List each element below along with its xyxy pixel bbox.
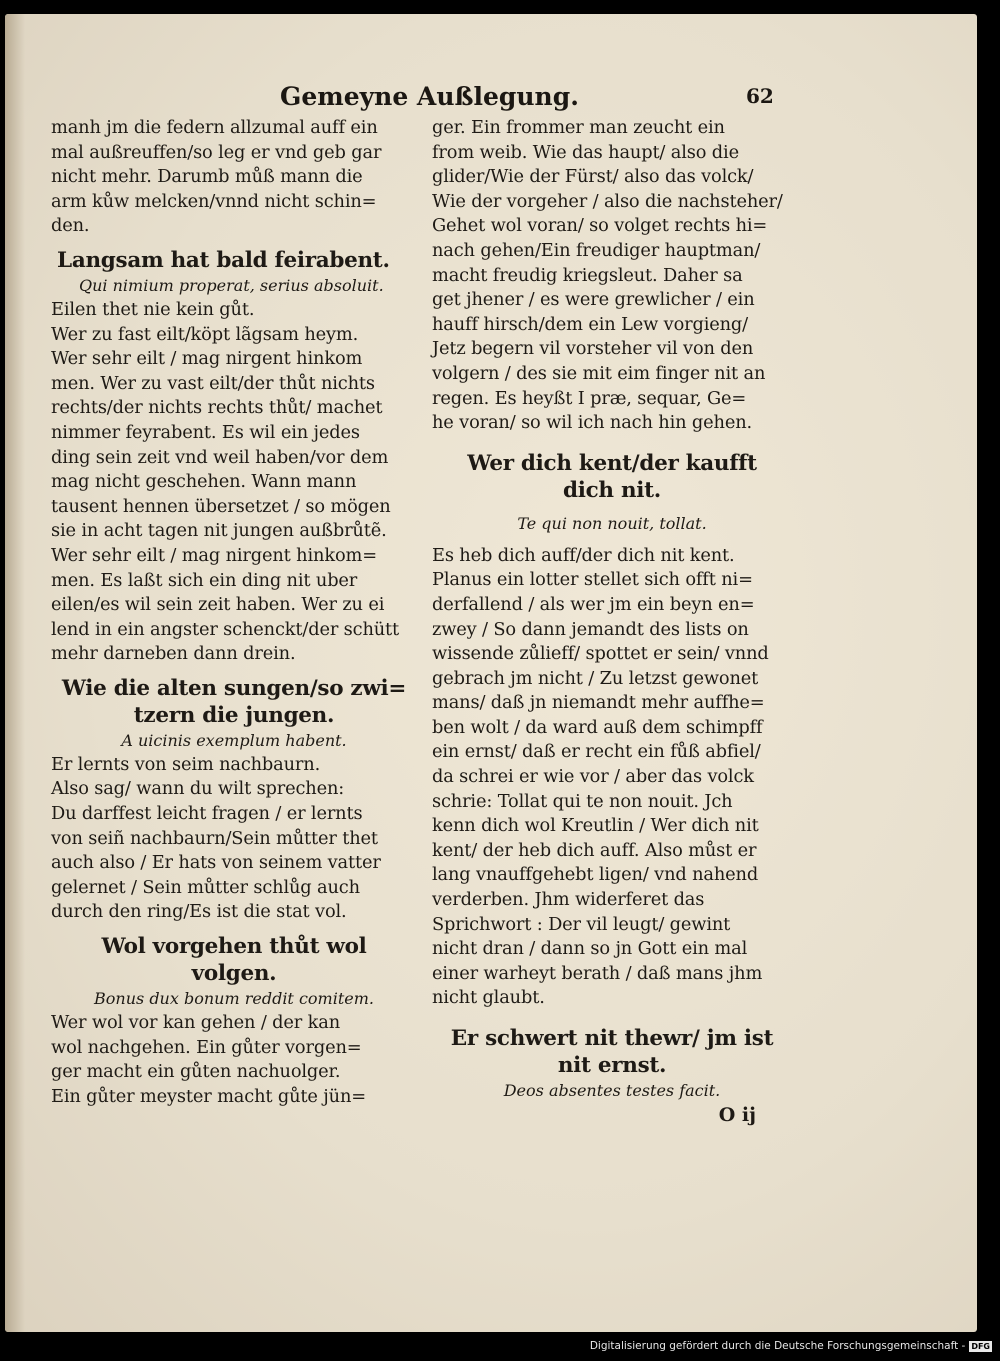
text-line: men. Wer zu vast eilt/der thůt nichts <box>51 372 375 394</box>
text-line: wissende zůlieff/ spottet er sein/ vnnd <box>432 643 769 665</box>
proverb-heading: volgen. <box>191 961 277 987</box>
text-line: Wer wol vor kan gehen / der kan <box>51 1012 341 1034</box>
proverb-heading: nit ernst. <box>557 1053 667 1078</box>
text-line: tausent hennen übersetzet / so mögen <box>51 495 391 517</box>
text-line: auch also / Er hats von seinem vatter <box>51 852 381 874</box>
text-line: Gehet wol voran/ so volget rechts hi= <box>432 215 768 237</box>
text-line: Also sag/ wann du wilt sprechen: <box>51 778 345 800</box>
dfg-logo: DFG <box>971 1341 990 1351</box>
signature-mark: O ij <box>718 1104 756 1126</box>
text-line: lang vnauffgehebt ligen/ vnd nahend <box>432 864 759 886</box>
text-line: ein ernst/ daß er recht ein fůß abfiel/ <box>432 741 761 763</box>
text-line: eilen/es wil sein zeit haben. Wer zu ei <box>51 594 385 616</box>
text-line: derfallend / als wer jm ein beyn en= <box>432 593 755 615</box>
text-line: ger. Ein frommer man zeucht ein <box>432 117 725 138</box>
text-line: nicht dran / dann so jn Gott ein mal <box>432 938 748 960</box>
digitization-footer <box>590 1340 992 1352</box>
text-line: kent/ der heb dich auff. Also můst er <box>432 839 757 861</box>
text-line: wol nachgehen. Ein gůter vorgen= <box>51 1036 362 1058</box>
text-line: ben wolt / da ward auß dem schimpff <box>432 716 763 738</box>
page-gutter-shadow <box>5 14 25 1332</box>
latin-proverb: Qui nimium properat, serius absoluit. <box>79 275 384 295</box>
text-line: Du darffest leicht fragen / er lernts <box>51 803 363 825</box>
text-line: rechts/der nichts rechts thůt/ machet <box>51 397 383 419</box>
left-column <box>51 116 417 1109</box>
text-line: volgern / des sie mit eim finger nit an <box>432 362 766 384</box>
text-line: Wer sehr eilt / mag nirgent hinkom= <box>51 544 377 566</box>
text-line: durch den ring/Es ist die stat vol. <box>51 901 347 923</box>
text-line: verderben. Jhm widerferet das <box>432 889 705 911</box>
latin-proverb: Bonus dux bonum reddit comitem. <box>94 989 374 1009</box>
proverb-heading: dich nit. <box>563 477 661 503</box>
footer-credit: Digitalisierung gefördert durch die Deutsche Forschungsgemeinschaft - <box>589 1340 966 1352</box>
text-line: Wer zu fast eilt/köpt lãgsam heym. <box>51 323 359 345</box>
right-text-block-2 <box>432 544 792 1011</box>
proverb-heading: Wol vorgehen thůt wol <box>101 934 367 960</box>
text-line: Ein gůter meyster macht gůte jün= <box>51 1085 366 1107</box>
text-line: nicht mehr. Darumb můß mann die <box>51 166 363 188</box>
latin-proverb: A uicinis exemplum habent. <box>121 730 347 750</box>
text-line: glider/Wie der Fürst/ also das volck/ <box>432 166 754 188</box>
text-line: Eilen thet nie kein gůt. <box>51 298 255 320</box>
text-line: mag nicht geschehen. Wann mann <box>51 471 357 493</box>
text-line: gebrach jm nicht / Zu letzst gewonet <box>432 667 759 689</box>
text-line: mehr darneben dann drein. <box>51 643 296 665</box>
text-line: da schrei er wie vor / aber das volck <box>432 766 754 788</box>
proverb-heading: Wer dich kent/der kaufft <box>467 450 757 476</box>
right-column <box>432 116 792 1127</box>
text-line: Er lernts von seim nachbaurn. <box>51 753 321 775</box>
text-line: zwey / So dann jemandt des lists on <box>432 618 749 640</box>
text-line: den. <box>51 215 90 237</box>
text-line: he voran/ so wil ich nach hin gehen. <box>432 412 752 434</box>
latin-proverb: Te qui non nouit, tollat. <box>517 513 707 533</box>
text-line: Wie der vorgeher / also die nachsteher/ <box>432 190 783 212</box>
text-line: sie in acht tagen nit jungen außbrůtẽ. <box>51 520 387 542</box>
text-line: mans/ daß jn niemandt mehr auffhe= <box>432 692 765 714</box>
proverb-heading: Langsam hat bald feirabent. <box>57 247 390 273</box>
left-text-block-1 <box>51 116 417 239</box>
left-text-block-4 <box>51 1011 417 1109</box>
text-line: kenn dich wol Kreutlin / Wer dich nit <box>432 815 759 837</box>
text-line: gelernet / Sein můtter schlůg auch <box>51 876 360 898</box>
proverb-heading: Wie die alten sungen/so zwi= <box>61 675 407 701</box>
text-line: arm kůw melcken/vnnd nicht schin= <box>51 190 377 212</box>
text-line: mal außreuffen/so leg er vnd geb gar <box>51 141 382 163</box>
text-line: macht freudig kriegsleut. Daher sa <box>432 264 743 286</box>
text-line: Jetz begern vil vorsteher vil von den <box>432 338 754 360</box>
text-line: ding sein zeit vnd weil haben/vor dem <box>51 446 389 468</box>
text-line: regen. Es heyßt I præ, sequar, Ge= <box>432 387 747 409</box>
proverb-heading: Er schwert nit thewr/ jm ist <box>450 1026 774 1051</box>
text-line: Wer sehr eilt / mag nirgent hinkom <box>51 348 363 370</box>
proverb-heading: tzern die jungen. <box>133 702 335 728</box>
folio-number: 62 <box>746 84 774 108</box>
text-line: men. Es laßt sich ein ding nit uber <box>51 569 358 591</box>
left-text-block-3 <box>51 753 417 925</box>
text-line: Sprichwort : Der vil leugt/ gewint <box>432 913 731 935</box>
text-line: nimmer feyrabent. Es wil ein jedes <box>51 421 360 443</box>
text-line: ger macht ein gůten nachuolger. <box>51 1061 341 1083</box>
text-line: get jhener / es were grewlicher / ein <box>432 289 755 311</box>
text-line: einer warheyt berath / daß mans jhm <box>432 962 763 984</box>
text-line: lend in ein angster schenckt/der schütt <box>51 618 400 640</box>
text-line: hauff hirsch/dem ein Lew vorgieng/ <box>432 313 748 335</box>
text-line: schrie: Tollat qui te non nouit. Jch <box>432 790 733 812</box>
text-line: nicht glaubt. <box>432 987 545 1009</box>
text-line: nach gehen/Ein freudiger hauptman/ <box>432 239 761 261</box>
text-line: Planus ein lotter stellet sich offt ni= <box>432 569 753 591</box>
left-text-block-2 <box>51 298 417 667</box>
right-text-block-1 <box>432 116 792 436</box>
running-head: Gemeyne Außlegung. <box>280 82 579 111</box>
text-line: Es heb dich auff/der dich nit kent. <box>432 544 735 566</box>
text-line: von seiñ nachbaurn/Sein můtter thet <box>51 827 378 849</box>
latin-proverb: Deos absentes testes facit. <box>503 1081 721 1100</box>
text-line: manh jm die federn allzumal auff ein <box>51 117 378 138</box>
text-line: from weib. Wie das haupt/ also die <box>432 141 739 163</box>
